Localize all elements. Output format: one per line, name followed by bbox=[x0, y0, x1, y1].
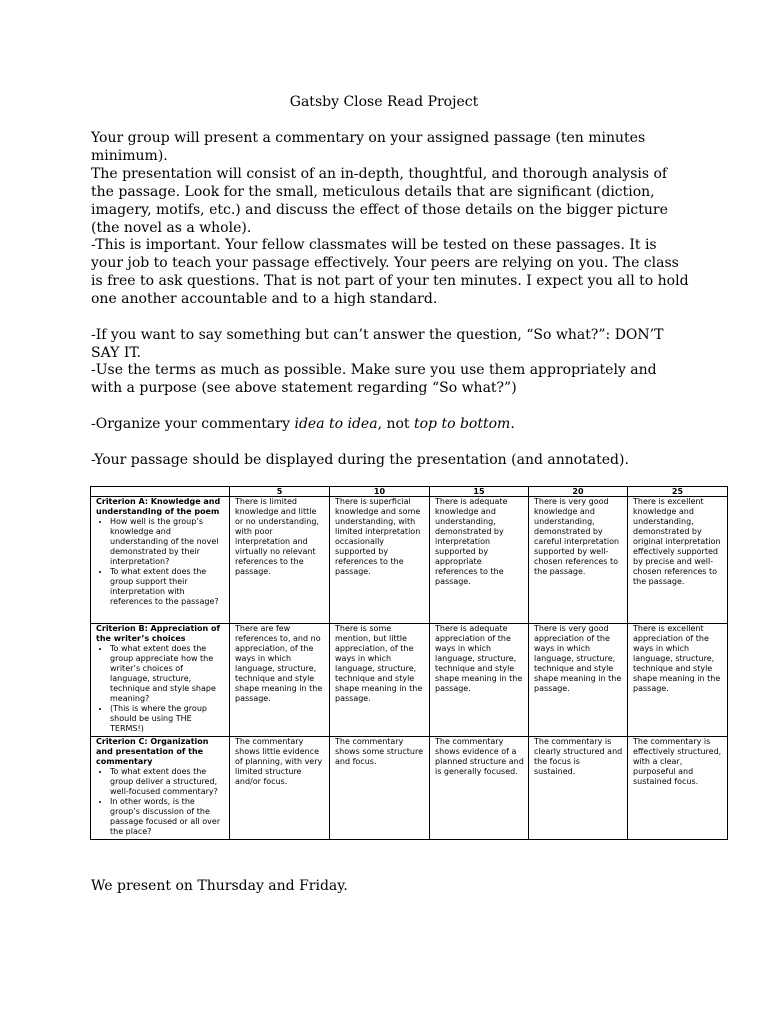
organize-emphasis-1: idea to idea bbox=[294, 416, 378, 432]
criterion-bullet: • How well is the group’s knowledge and understanding of the novel demonstrated by their interpretation? bbox=[110, 517, 225, 567]
criterion-bullet: • To what extent does the group support their interpretation with references to the passage? bbox=[110, 567, 225, 607]
descriptor-cell: There is very good appreciation of the ways in which language, structure, technique and style shape meaning in the passage. bbox=[529, 624, 628, 737]
organize-mid: , not bbox=[377, 416, 414, 432]
so-what-paragraph: -If you want to say something but can’t answer the question, “So what?”: DON’T SAY IT. bbox=[91, 327, 664, 361]
descriptor-cell: The commentary shows some structure and focus. bbox=[330, 737, 430, 840]
descriptor-cell: There is adequate appreciation of the ways in which language, structure, technique and style shape meaning in the passage. bbox=[430, 624, 529, 737]
rubric-header-15: 15 bbox=[430, 487, 529, 497]
display-paragraph: -Your passage should be displayed during the presentation (and annotated). bbox=[91, 452, 629, 468]
rubric-table bbox=[90, 486, 728, 840]
criterion-bullets bbox=[96, 767, 225, 837]
rubric-header-5: 5 bbox=[230, 487, 330, 497]
criterion-bullet: • To what extent does the group appreciate how the writer’s choices of language, structure, technique and style shape meaning? bbox=[110, 644, 225, 704]
descriptor-cell: The commentary is effectively structured, with a clear, purposeful and sustained focus. bbox=[628, 737, 728, 840]
descriptor-cell: There is excellent knowledge and understanding, demonstrated by original interpretation effectively supported by precise and well-chosen references to the passage. bbox=[628, 497, 728, 624]
rubric-header-row bbox=[91, 487, 728, 497]
criterion-cell bbox=[91, 737, 230, 840]
rubric-row-criterion-b bbox=[91, 624, 728, 737]
descriptor-cell: There is excellent appreciation of the ways in which language, structure, technique and style shape meaning in the passage. bbox=[628, 624, 728, 737]
descriptor-cell: There is superficial knowledge and some understanding, with limited interpretation occasionally supported by references to the passage. bbox=[330, 497, 430, 624]
descriptor-cell: There is adequate knowledge and understanding, demonstrated by interpretation supported by appropriate references to the passage. bbox=[430, 497, 529, 624]
criterion-title: Criterion C: Organization and presentation of the commentary bbox=[96, 737, 209, 766]
rubric-header-10: 10 bbox=[330, 487, 430, 497]
presentation-paragraph: The presentation will consist of an in-depth, thoughtful, and thorough analysis of the passage. Look for the small, meticulous details that are significant (diction, imagery, motifs, etc.) and discuss the effect of those details on the bigger picture (the novel as a whole). bbox=[91, 166, 668, 236]
organize-suffix: . bbox=[510, 416, 515, 432]
descriptor-cell: The commentary shows evidence of a planned structure and is generally focused. bbox=[430, 737, 529, 840]
rubric-row-criterion-c bbox=[91, 737, 728, 840]
rubric-header-25: 25 bbox=[628, 487, 728, 497]
criterion-bullet: • To what extent does the group deliver a structured, well-focused commentary? bbox=[110, 767, 225, 797]
importance-paragraph: -This is important. Your fellow classmates will be tested on these passages. It is your job to teach your passage effectively. Your peers are relying on you. The class is free to ask questions. That is not part of your ten minutes. I expect you all to hold one another accountable and to a high standard. bbox=[91, 237, 689, 307]
organize-emphasis-2: top to bottom bbox=[414, 416, 511, 432]
organize-paragraph bbox=[91, 415, 691, 433]
descriptor-cell: There is some mention, but little appreciation, of the ways in which language, structure, technique and style shape meaning in the passage. bbox=[330, 624, 430, 737]
criterion-bullets bbox=[96, 517, 225, 607]
descriptor-cell: There is limited knowledge and little or no understanding, with poor interpretation and virtually no relevant references to the passage. bbox=[230, 497, 330, 624]
terms-paragraph: -Use the terms as much as possible. Make sure you use them appropriately and with a purpose (see above statement regarding “So what?”) bbox=[91, 362, 657, 396]
page-title: Gatsby Close Read Project bbox=[289, 94, 479, 110]
organize-prefix: -Organize your commentary bbox=[91, 416, 295, 432]
criterion-bullets bbox=[96, 644, 225, 734]
closing-paragraph: We present on Thursday and Friday. bbox=[91, 878, 348, 894]
criterion-bullet: • (This is where the group should be using THE TERMS!) bbox=[110, 704, 225, 734]
criterion-title: Criterion B: Appreciation of the writer’s choices bbox=[96, 624, 220, 643]
criterion-title: Criterion A: Knowledge and understanding of the poem bbox=[96, 497, 221, 516]
criterion-cell bbox=[91, 624, 230, 737]
criterion-bullet: • In other words, is the group’s discussion of the passage focused or all over the place? bbox=[110, 797, 225, 837]
descriptor-cell: The commentary is clearly structured and the focus is sustained. bbox=[529, 737, 628, 840]
criterion-cell bbox=[91, 497, 230, 624]
descriptor-cell: The commentary shows little evidence of planning, with very limited structure and/or focus. bbox=[230, 737, 330, 840]
rubric-header-20: 20 bbox=[529, 487, 628, 497]
rubric-header-blank bbox=[91, 487, 230, 497]
descriptor-cell: There are few references to, and no appreciation, of the ways in which language, structure, technique and style shape meaning in the passage. bbox=[230, 624, 330, 737]
intro-paragraph: Your group will present a commentary on your assigned passage (ten minutes minimum). bbox=[91, 130, 646, 164]
rubric-row-criterion-a bbox=[91, 497, 728, 624]
descriptor-cell: There is very good knowledge and understanding, demonstrated by careful interpretation supported by well-chosen references to the passage. bbox=[529, 497, 628, 624]
